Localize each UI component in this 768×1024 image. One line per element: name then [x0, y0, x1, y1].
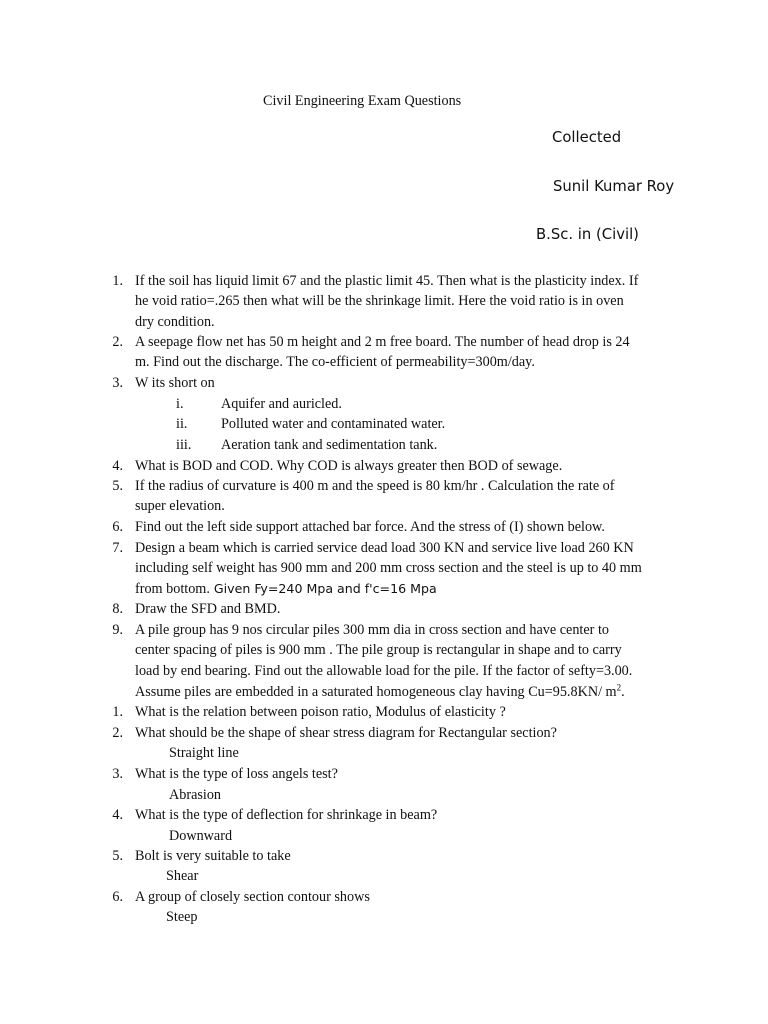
question-number: 8. [112, 601, 123, 617]
sub-item-number: i. [176, 396, 184, 412]
question-line: If the radius of curvature is 400 m and the speed is 80 km/hr . Calculation the rate of [135, 478, 615, 494]
question-line: load by end bearing. Find out the allowable load for the pile. If the factor of sefty=3.00. [135, 663, 633, 679]
question-line: What is the type of loss angels test? [135, 766, 338, 782]
author-name: Sunil Kumar Roy [553, 178, 675, 195]
question-line: What is the type of deflection for shrinkage in beam? [135, 807, 438, 823]
question-line-part: . [621, 684, 625, 700]
question-line: Bolt is very suitable to take [135, 848, 291, 864]
question-number: 1. [112, 273, 123, 289]
question-number: 5. [112, 478, 123, 494]
answer-text: Downward [169, 828, 233, 844]
question-line: Draw the SFD and BMD. [135, 601, 281, 617]
author-degree: B.Sc. in (Civil) [536, 226, 639, 243]
answer-text: Steep [166, 909, 198, 925]
question-number: 4. [112, 807, 123, 823]
question-number: 6. [112, 889, 123, 905]
question-line: A pile group has 9 nos circular piles 300 mm dia in cross section and have center to [135, 622, 609, 638]
question-line-part: Given Fy=240 Mpa and f'c=16 Mpa [209, 581, 437, 596]
question-line: Find out the left side support attached bar force. And the stress of (I) shown below. [135, 519, 605, 535]
sub-item-number: ii. [176, 416, 188, 432]
question-line: A seepage flow net has 50 m height and 2 m free board. The number of head drop is 24 [135, 334, 630, 350]
question-line: A group of closely section contour shows [135, 889, 370, 905]
question-number: 2. [112, 725, 123, 741]
answer-text: Shear [166, 868, 199, 884]
question-number: 3. [112, 766, 123, 782]
question-number: 1. [112, 704, 123, 720]
question-line: What is the relation between poison ratio, Modulus of elasticity ? [135, 704, 506, 720]
question-number: 4. [112, 458, 123, 474]
superscript: 2 [616, 682, 622, 693]
question-line: m. Find out the discharge. The co-efficient of permeability=300m/day. [135, 354, 535, 370]
answer-text: Abrasion [169, 787, 222, 803]
question-line: he void ratio=.265 then what will be the shrinkage limit. Here the void ratio is in oven [135, 293, 624, 309]
question-line: W its short on [135, 375, 215, 391]
question-line: What should be the shape of shear stress diagram for Rectangular section? [135, 725, 557, 741]
question-number: 7. [112, 540, 123, 556]
document-title: Civil Engineering Exam Questions [263, 93, 462, 109]
collected-label: Collected [552, 129, 622, 146]
question-number: 5. [112, 848, 123, 864]
question-line: super elevation. [135, 498, 225, 514]
question-number: 3. [112, 375, 123, 391]
sub-item-text: Aquifer and auricled. [221, 396, 342, 412]
question-number: 9. [112, 622, 123, 638]
question-line: Design a beam which is carried service dead load 300 KN and service live load 260 KN [135, 540, 634, 556]
question-number: 2. [112, 334, 123, 350]
question-number: 6. [112, 519, 123, 535]
question-line: What is BOD and COD. Why COD is always greater then BOD of sewage. [135, 458, 563, 474]
sub-item-text: Polluted water and contaminated water. [221, 416, 446, 432]
sub-item-number: iii. [176, 437, 192, 453]
question-line: dry condition. [135, 314, 215, 330]
sub-item-text: Aeration tank and sedimentation tank. [221, 437, 438, 453]
question-line: If the soil has liquid limit 67 and the plastic limit 45. Then what is the plasticity index. If [135, 273, 639, 289]
question-line-part: Assume piles are embedded in a saturated homogeneous clay having Cu=95.8KN/ m [135, 684, 617, 700]
question-line [135, 580, 437, 598]
question-line [135, 683, 625, 701]
answer-text: Straight line [169, 745, 239, 761]
question-line-part: from bottom. [135, 581, 210, 597]
question-line: including self weight has 900 mm and 200 mm cross section and the steel is up to 40 mm [135, 560, 642, 576]
question-line: center spacing of piles is 900 mm . The pile group is rectangular in shape and to carry [135, 642, 622, 658]
